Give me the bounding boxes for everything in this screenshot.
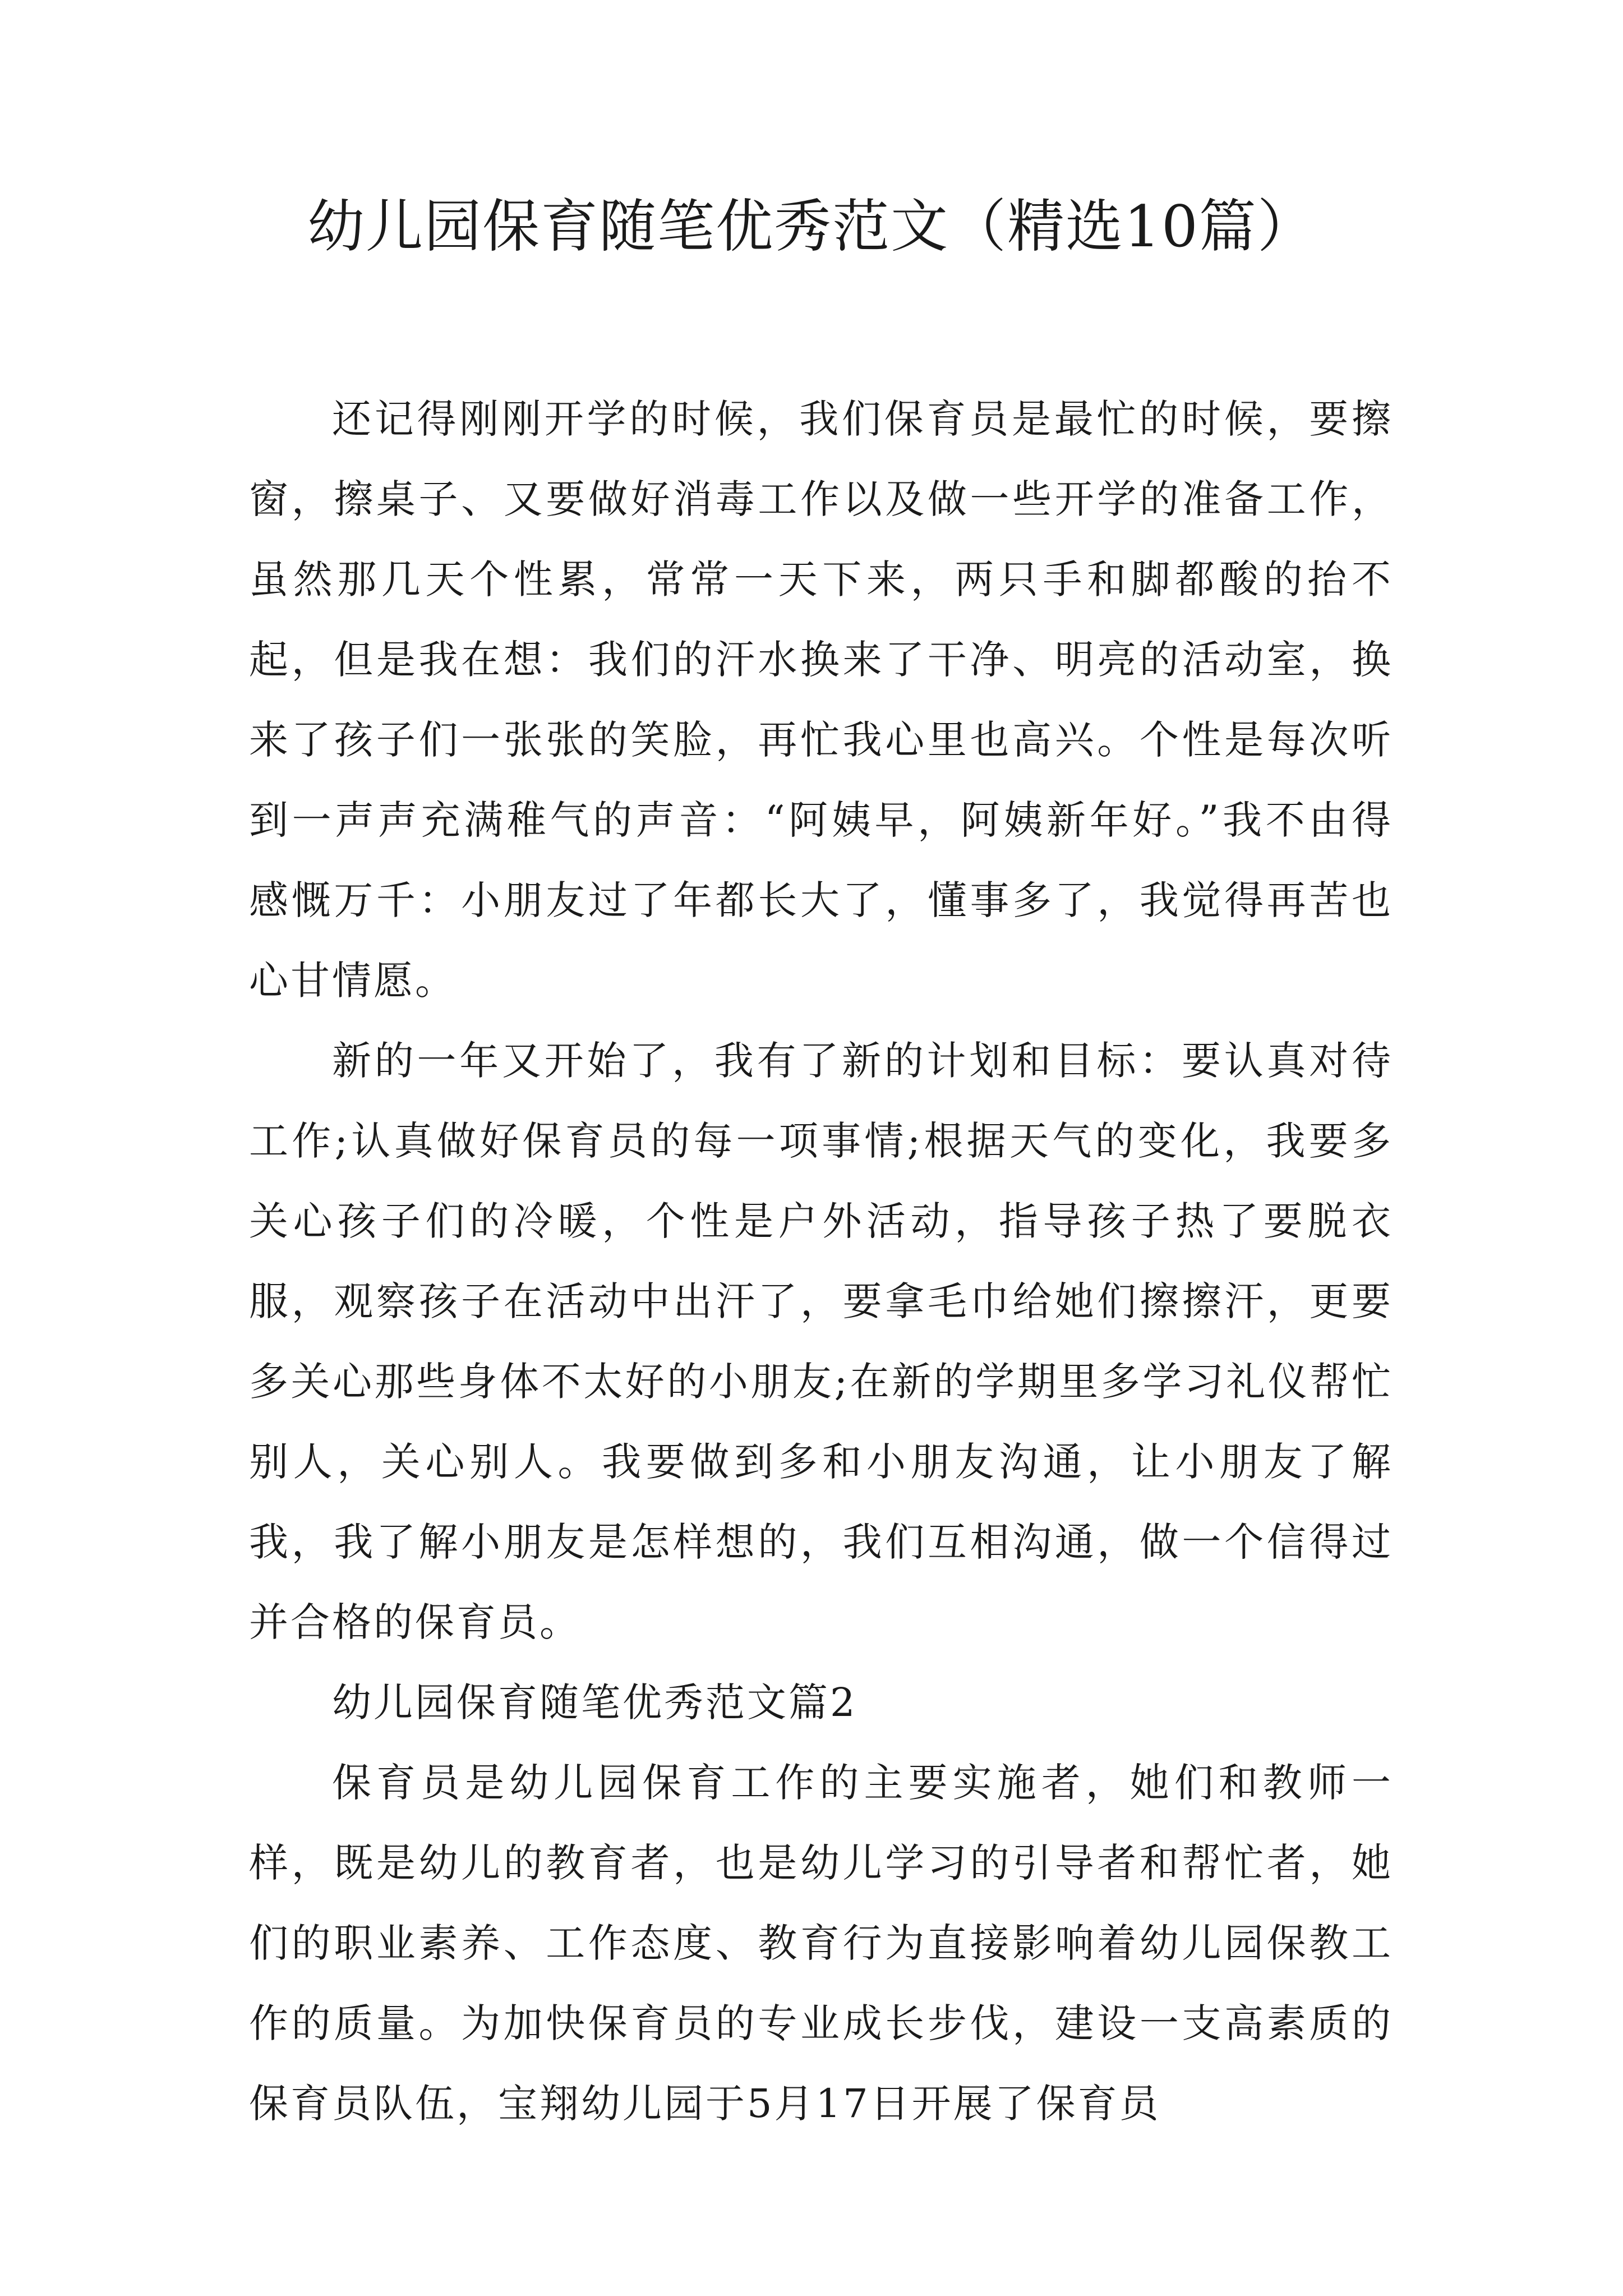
paragraph-2: 新的一年又开始了，我有了新的计划和目标：要认真对待工作;认真做好保育员的每一项事情;根据天气的变化，我要多关心孩子们的冷暖，个性是户外活动，指导孩子热了要脱衣服，观察孩子在活动中出汗了，要拿毛巾给她们擦擦汗，更要多关心那些身体不太好的小朋友;在新的学期里多学习礼仪帮忙别人，关心别人。我要做到多和小朋友沟通，让小朋友了解我，我了解小朋友是怎样想的，我们互相沟通，做一个信得过并合格的保育员。 bbox=[249, 1038, 1393, 1645]
paragraph-1: 还记得刚刚开学的时候，我们保育员是最忙的时候，要擦窗，擦桌子、又要做好消毒工作以及做一些开学的准备工作，虽然那几天个性累，常常一天下来，两只手和脚都酸的抬不起，但是我在想：我们的汗水换来了干净、明亮的活动室，换来了孩子们一张张的笑脸，再忙我心里也高兴。个性是每次听到一声声充满稚气的声音：“阿姨早，阿姨新年好。”我不由得感慨万千：小朋友过了年都长大了，懂事多了，我觉得再苦也心甘情愿。 bbox=[249, 396, 1393, 1004]
section-heading-2: 幼儿园保育随笔优秀范文篇2 bbox=[332, 1680, 857, 1726]
document-title: 幼儿园保育随笔优秀范文（精选10篇） bbox=[307, 194, 1316, 260]
document-body bbox=[249, 379, 1393, 2144]
section-2-paragraph-1: 保育员是幼儿园保育工作的主要实施者，她们和教师一样，既是幼儿的教育者，也是幼儿学习的引导者和帮忙者，她们的职业素养、工作态度、教育行为直接影响着幼儿园保教工作的质量。为加快保育员的专业成长步伐，建设一支高素质的保育员队伍，宝翔幼儿园于5月17日开展了保育员 bbox=[249, 1760, 1393, 2127]
